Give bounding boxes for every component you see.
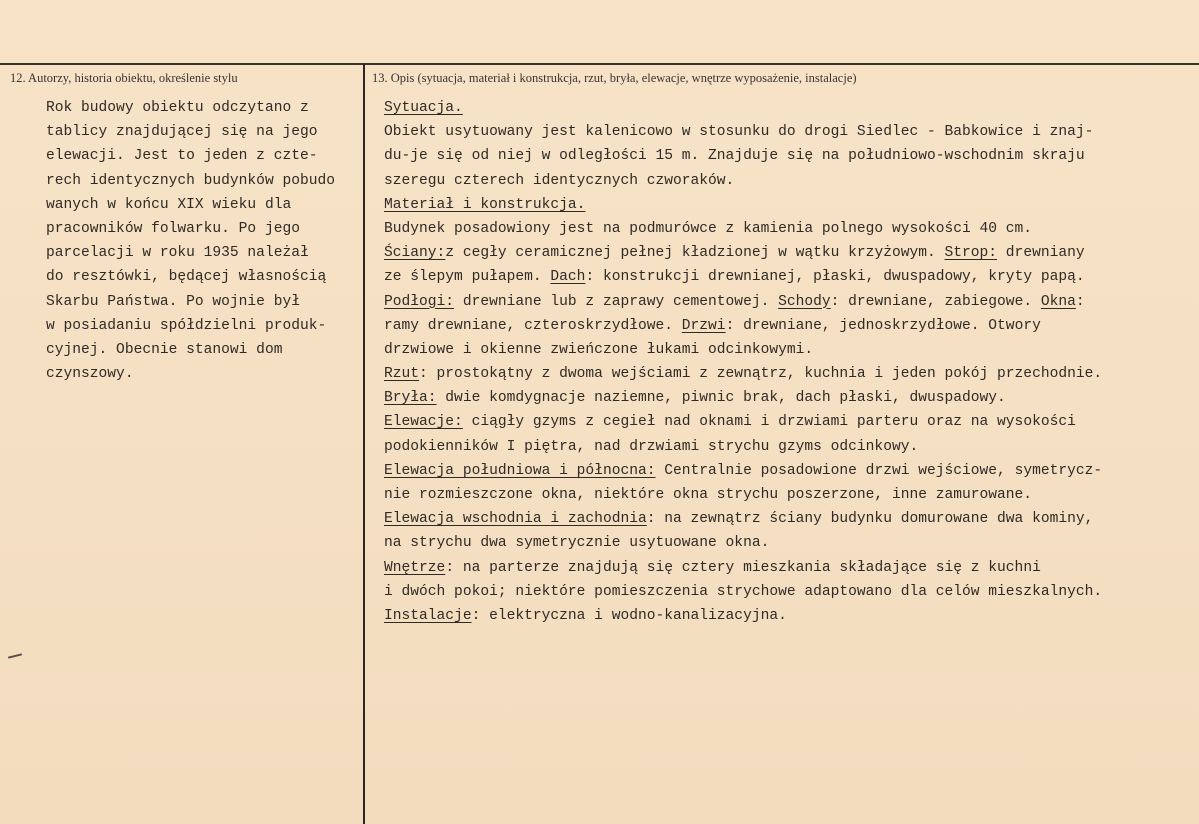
left-line: do resztówki, będącej własnością: [46, 269, 327, 286]
section-heading: Wnętrze: [384, 559, 446, 576]
left-line: Skarbu Państwa. Po wojnie był: [46, 293, 300, 310]
description-line: szeregu czterech identycznych czworaków.: [384, 172, 735, 189]
section-heading: Bryła:: [384, 390, 437, 407]
description-line: Rzut: prostokątny z dwoma wejściami z zewnątrz, kuchnia i jeden pokój przechodnie.: [384, 366, 1103, 383]
description-line: ze ślepym pułapem. Dach: konstrukcji drewnianej, płaski, dwuspadowy, kryty papą.: [384, 269, 1085, 286]
description-line: ramy drewniane, czteroskrzydłowe. Drzwi: drewniane, jednoskrzydłowe. Otwory: [384, 317, 1041, 334]
description-line: Wnętrze: na parterze znajdują się cztery mieszkania składające się z kuchni: [384, 559, 1041, 576]
description-line: Elewacja wschodnia i zachodnia: na zewnątrz ściany budynku domurowane dwa kominy,: [384, 511, 1094, 528]
left-line: elewacji. Jest to jeden z czte-: [46, 148, 318, 165]
section-heading: Elewacja południowa i północna:: [384, 462, 656, 479]
section-heading: Rzut: [384, 366, 420, 383]
column-divider: [363, 64, 365, 824]
left-line: czynszowy.: [46, 366, 134, 383]
left-line: pracowników folwarku. Po jego: [46, 220, 300, 237]
left-line: Rok budowy obiektu odczytano z: [46, 100, 309, 116]
description-column: [384, 96, 1190, 628]
section-heading: Ściany:: [384, 245, 446, 262]
description-line: podokienników I piętra, nad drzwiami strychu gzyms odcinkowy.: [384, 438, 919, 455]
section-heading: Dach: [550, 269, 586, 286]
section-13-header: 13. Opis (sytuacja, materiał i konstrukcja, rzut, bryła, elewacje, wnętrze wyposażenie, instalacje): [372, 71, 857, 85]
left-line: tablicy znajdującej się na jego: [46, 124, 318, 141]
description-line: na strychu dwa symetrycznie usytuowane okna.: [384, 535, 770, 552]
left-line: rech identycznych budynków pobudo: [46, 172, 336, 189]
left-line: w posiadaniu spółdzielni produk-: [46, 317, 327, 334]
description-line: Elewacja południowa i północna: Centralnie posadowione drzwi wejściowe, symetrycz-: [384, 462, 1103, 479]
left-line: cyjnej. Obecnie stanowi dom: [46, 341, 283, 358]
description-line: [384, 193, 1190, 217]
section-heading: Elewacje:: [384, 414, 463, 431]
left-line: parcelacji w roku 1935 należał: [46, 245, 309, 262]
description-line: Bryła: dwie komdygnacje naziemne, piwnic brak, dach płaski, dwuspadowy.: [384, 390, 1006, 407]
section-12-header: 12. Autorzy, historia obiektu, określenie stylu: [10, 71, 238, 85]
description-line: i dwóch pokoi; niektóre pomieszczenia strychowe adaptowano dla celów mieszkalnych.: [384, 583, 1103, 600]
section-heading: Materiał i konstrukcja.: [384, 196, 586, 213]
section-heading: Okna: [1040, 293, 1076, 310]
section-heading: Elewacja wschodnia i zachodnia: [384, 511, 647, 528]
section-heading: Instalacje: [384, 607, 472, 624]
description-line: Podłogi: drewniane lub z zaprawy cementowej. Schody: drewniane, zabiegowe. Okna:: [384, 293, 1085, 310]
description-line: Budynek posadowiony jest na podmurówce z kamienia polnego wysokości 40 cm.: [384, 220, 1033, 237]
description-line: drzwiowe i okienne zwieńczone łukami odcinkowymi.: [384, 341, 814, 358]
description-line: Obiekt usytuowany jest kalenicowo w stosunku do drogi Siedlec - Babkowice i znaj-: [384, 124, 1094, 141]
description-line: Ściany:z cegły ceramicznej pełnej kładzionej w wątku krzyżowym. Strop: drewniany: [384, 245, 1085, 262]
edge-mark: [8, 653, 22, 658]
top-rule: [0, 63, 1199, 65]
description-line: nie rozmieszczone okna, niektóre okna strychu poszerzone, inne zamurowane.: [384, 487, 1033, 503]
section-heading: Drzwi: [681, 317, 726, 334]
description-line: [384, 96, 1190, 120]
section-heading: Strop:: [944, 245, 998, 262]
description-line: Instalacje: elektryczna i wodno-kanalizacyjna.: [384, 607, 787, 624]
section-heading: Schody: [778, 293, 831, 310]
description-line: Elewacje: ciągły gzyms z cegieł nad oknami i drzwiami parteru oraz na wysokości: [384, 414, 1076, 431]
description-line: du-je się od niej w odległości 15 m. Znajduje się na południowo-wschodnim skraju: [384, 148, 1085, 165]
section-heading: Sytuacja.: [384, 100, 463, 116]
section-heading: Podłogi:: [384, 293, 455, 310]
authors-history-column: [46, 96, 362, 386]
left-line: wanych w końcu XIX wieku dla: [46, 196, 292, 213]
